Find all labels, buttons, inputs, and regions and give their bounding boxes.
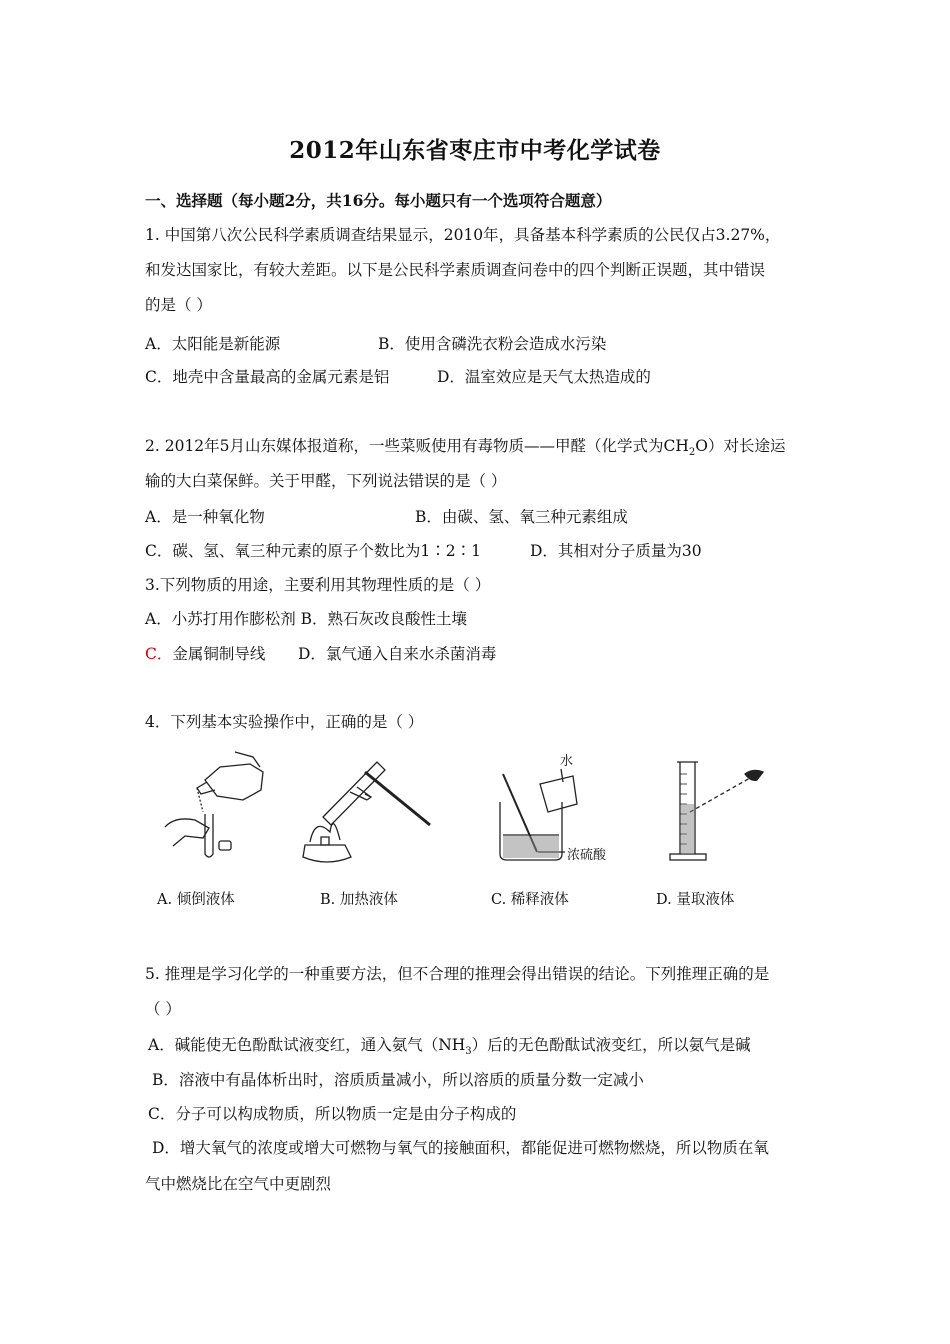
q5-option-b: B．溶液中有晶体析出时，溶质质量减小，所以溶质的质量分数一定减小: [152, 1071, 644, 1089]
q1-option-d: D．温室效应是天气太热造成的: [437, 368, 651, 386]
q1-stem-line3: 的是（ ）: [145, 296, 212, 314]
caption-b: B. 加热液体: [320, 892, 398, 908]
label-water: 水: [560, 754, 574, 769]
page-title: 2012年山东省枣庄市中考化学试卷: [289, 137, 661, 164]
q3-option-c-text: 金属铜制导线: [172, 645, 266, 663]
lab-operations-figure: [145, 742, 825, 922]
q5-option-c: C．分子可以构成物质，所以物质一定是由分子构成的: [148, 1105, 517, 1123]
q5-option-d-line2: 气中燃烧比在空气中更剧烈: [145, 1175, 332, 1193]
label-concentrated-sulfuric-acid: 浓硫酸: [567, 848, 607, 863]
q3-option-c: [145, 643, 265, 665]
q1-option-a: A．太阳能是新能源: [145, 335, 281, 353]
q5-option-d-line1: D．增大氧气的浓度或增大可燃物与氧气的接触面积，都能促进可燃物燃烧，所以物质在氧: [152, 1139, 769, 1157]
caption-a: A. 倾倒液体: [157, 892, 235, 908]
q2-stem-line1: [145, 435, 786, 464]
q4-stem: 4．下列基本实验操作中，正确的是（ ）: [145, 713, 424, 731]
q2-option-a: A．是一种氧化物: [145, 508, 265, 526]
q5-option-a: [148, 1034, 751, 1063]
q1-option-c: C．地壳中含量最高的金属元素是铝: [145, 368, 390, 386]
q2-stem-pre: 2. 2012年5月山东媒体报道称，一些菜贩使用有毒物质——甲醛（化学式为CH: [145, 437, 689, 455]
q3-option-d: D．氯气通入自来水杀菌消毒: [298, 645, 497, 663]
q5-option-a-post: ）后的无色酚酞试液变红，所以氨气是碱: [471, 1036, 751, 1054]
section-heading: 一、选择题（每小题2分，共16分。每小题只有一个选项符合题意）: [145, 191, 612, 210]
q3-stem: 3.下列物质的用途，主要利用其物理性质的是（ ）: [145, 576, 491, 594]
caption-c: C. 稀释液体: [491, 892, 569, 908]
q5-option-a-sub: 3: [465, 1046, 472, 1058]
q1-option-b: B．使用含磷洗衣粉会造成水污染: [378, 335, 607, 353]
illustration-pouring-liquid: [165, 752, 263, 857]
q2-option-c: C．碳、氢、氧三种元素的原子个数比为1∶2∶1: [145, 542, 481, 560]
q1-stem-line1: 1. 中国第八次公民科学素质调查结果显示，2010年，具备基本科学素质的公民仅占3.27%，: [145, 226, 781, 244]
q2-option-d: D．其相对分子质量为30: [530, 542, 702, 560]
q3-options-ab: A．小苏打用作膨松剂 B．熟石灰改良酸性土壤: [145, 610, 468, 628]
q2-stem-sub: 2: [688, 447, 696, 459]
q3-option-c-letter: C．: [145, 645, 173, 663]
illustration-heating-liquid: [303, 762, 430, 862]
q2-stem-line2: 输的大白菜保鲜。关于甲醛，下列说法错误的是（ ）: [145, 472, 507, 490]
caption-d: D. 量取液体: [656, 892, 735, 908]
q5-option-a-pre: A．碱能使无色酚酞试液变红，通入氨气（NH: [148, 1036, 466, 1054]
q2-stem-post: O）对长途运: [695, 437, 786, 455]
q5-stem-line1: 5. 推理是学习化学的一种重要方法，但不合理的推理会得出错误的结论。下列推理正确的是: [145, 965, 770, 983]
q1-stem-line2: 和发达国家比，有较大差距。以下是公民科学素质调查问卷中的四个判断正误题，其中错误: [145, 261, 766, 279]
q2-option-b: B．由碳、氢、氧三种元素组成: [415, 508, 628, 526]
q5-stem-line2: （ ）: [145, 1000, 181, 1018]
